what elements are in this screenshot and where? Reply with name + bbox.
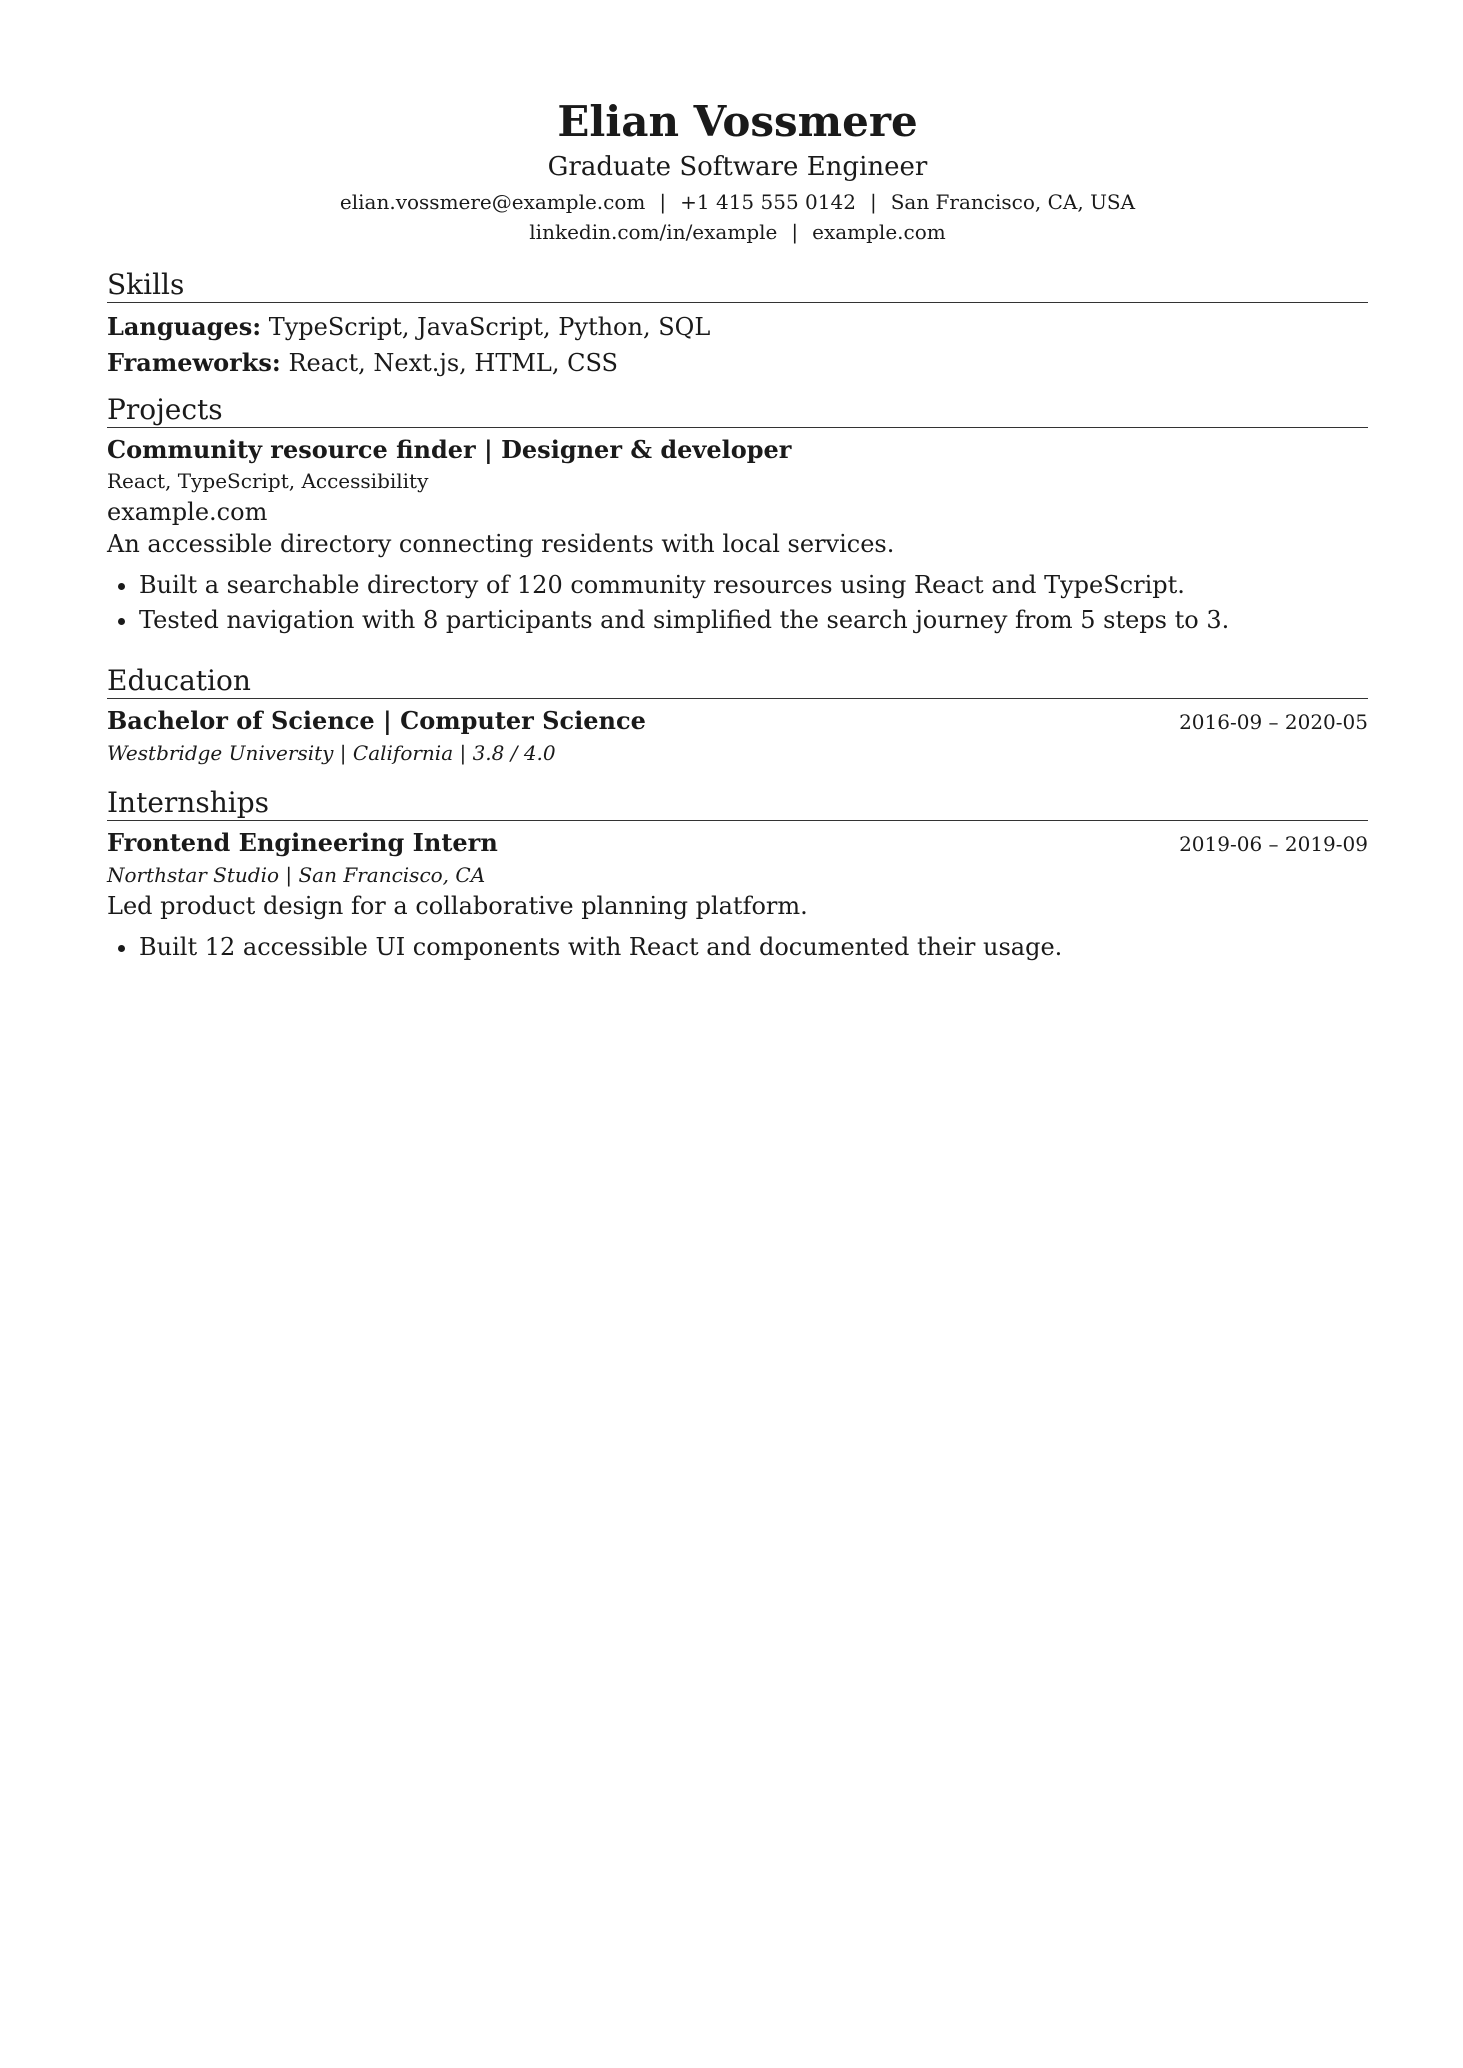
internships-heading: Internships — [107, 786, 1368, 821]
contact-line-secondary — [107, 214, 1368, 250]
education-entry — [107, 705, 1368, 768]
internships-section — [107, 786, 1368, 965]
list-item: • Built 12 accessible UI components with React and documented their usage. — [139, 930, 1368, 965]
skills-value: React, Next.js, HTML, CSS — [288, 349, 618, 377]
candidate-name: Elian Vossmere — [557, 97, 918, 146]
project-title: Community resource finder | Designer & developer — [107, 435, 792, 464]
project-description: An accessible directory connecting residents with local services. — [107, 530, 895, 558]
internship-title: Frontend Engineering Intern — [107, 828, 498, 857]
contact-website[interactable]: example.com — [812, 220, 946, 244]
internship-entry — [107, 827, 1368, 965]
projects-section — [107, 393, 1368, 638]
internship-dates: 2019-06 – 2019-09 — [1179, 832, 1368, 856]
skills-row-frameworks — [107, 345, 1368, 381]
project-entry — [107, 434, 1368, 638]
project-tech: React, TypeScript, Accessibility — [107, 469, 429, 493]
skills-label: Frameworks: — [107, 348, 281, 377]
skills-label: Languages: — [107, 312, 262, 341]
contact-email[interactable]: elian.vossmere@example.com — [339, 190, 646, 214]
skills-section — [107, 268, 1368, 381]
resume-page — [107, 96, 1368, 965]
skills-heading: Skills — [107, 268, 1368, 303]
contact-separator: | — [869, 190, 877, 214]
contact-separator: | — [659, 190, 667, 214]
education-section — [107, 664, 1368, 768]
internship-subtitle: Northstar Studio | San Francisco, CA — [107, 863, 486, 887]
contact-phone[interactable]: +1 415 555 0142 — [680, 190, 856, 214]
projects-heading: Projects — [107, 393, 1368, 428]
contact-location: San Francisco, CA, USA — [890, 190, 1136, 214]
internship-description: Led product design for a collaborative planning platform. — [107, 892, 808, 920]
education-heading: Education — [107, 664, 1368, 699]
project-link[interactable]: example.com — [107, 498, 268, 526]
skills-row-languages — [107, 309, 1368, 345]
project-entry-head — [107, 434, 1368, 466]
list-item: • Tested navigation with 8 participants and simplified the search journey from 5 steps to 3. — [139, 603, 1368, 638]
education-title: Bachelor of Science | Computer Science — [107, 706, 646, 735]
education-subtitle: Westbridge University | California | 3.8 / 4.0 — [107, 741, 556, 765]
internship-entry-head — [107, 827, 1368, 860]
skills-value: TypeScript, JavaScript, Python, SQL — [268, 313, 711, 341]
contact-separator: | — [791, 220, 799, 244]
education-dates: 2016-09 – 2020-05 — [1179, 710, 1368, 734]
education-entry-head — [107, 705, 1368, 738]
list-item: • Built a searchable directory of 120 community resources using React and TypeScript. — [139, 568, 1368, 603]
internship-bullets — [107, 930, 1368, 965]
resume-header — [107, 96, 1368, 250]
contact-linkedin[interactable]: linkedin.com/in/example — [529, 220, 778, 244]
project-bullets — [107, 568, 1368, 638]
candidate-title: Graduate Software Engineer — [547, 152, 928, 182]
